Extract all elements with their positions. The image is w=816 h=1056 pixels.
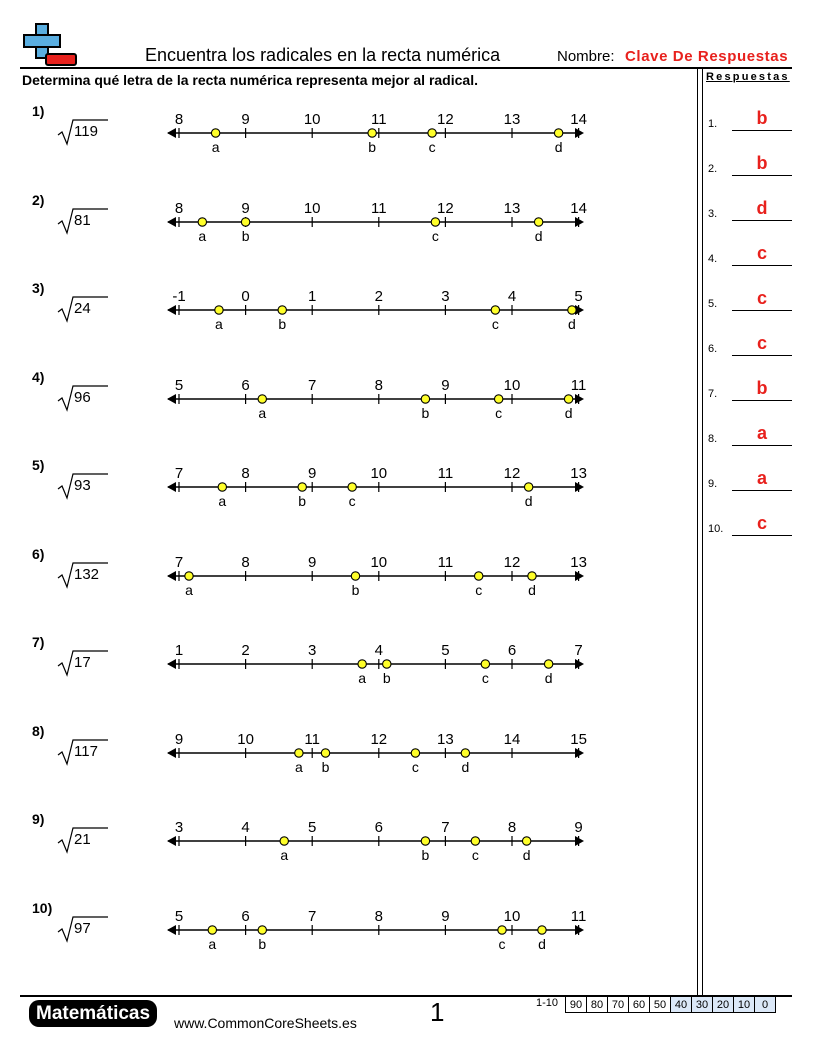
tick-label: 11 <box>570 376 587 394</box>
problem-number: 1) <box>32 103 45 119</box>
answer-number: 3. <box>708 208 718 220</box>
tick-label: 9 <box>174 730 184 748</box>
point-marker <box>421 394 429 402</box>
radicand: 21 <box>74 831 91 848</box>
tick-label: 3 <box>308 642 317 659</box>
answer-column-divider <box>702 67 703 996</box>
point-letter: a <box>280 847 289 863</box>
answer-item <box>708 110 798 132</box>
point-letter: d <box>534 227 543 244</box>
point-marker <box>522 837 530 845</box>
point-marker <box>475 571 483 579</box>
arrow-right-icon <box>575 128 584 138</box>
point-marker <box>278 306 286 314</box>
point-marker <box>258 394 266 402</box>
point-marker <box>351 571 359 579</box>
tick-label: 12 <box>370 730 388 748</box>
answer-number: 6. <box>708 343 718 355</box>
point-letter: d <box>461 758 470 775</box>
arrow-left-icon <box>167 836 176 846</box>
point-marker <box>241 217 249 225</box>
problem-number: 6) <box>32 545 45 562</box>
tick-label: 5 <box>174 907 184 925</box>
number-line <box>132 811 582 873</box>
tick-label: 6 <box>241 907 250 925</box>
point-marker <box>348 483 356 491</box>
answer-line <box>732 535 792 536</box>
tick-label: 7 <box>308 907 317 925</box>
point-letter: b <box>298 493 307 509</box>
score-table <box>565 996 776 1013</box>
tick-label: 13 <box>503 199 521 217</box>
radicand: 117 <box>74 742 98 760</box>
answer-value: b <box>756 378 768 398</box>
answer-item <box>708 290 798 312</box>
point-letter: d <box>522 847 531 863</box>
answer-line <box>732 175 792 176</box>
problem-number: 10) <box>32 899 53 916</box>
tick-label: 9 <box>441 376 450 394</box>
tick-label: 13 <box>437 730 454 748</box>
point-marker <box>534 217 542 225</box>
point-letter: a <box>185 581 193 598</box>
point-marker <box>218 483 226 491</box>
number-line <box>132 546 587 608</box>
arrow-left-icon <box>167 394 176 404</box>
tick-label: 5 <box>174 376 184 394</box>
header-divider <box>20 67 792 69</box>
tick-label: 3 <box>441 288 450 305</box>
problem <box>22 368 587 449</box>
point-marker <box>358 660 366 668</box>
point-marker <box>383 660 391 668</box>
point-letter: c <box>348 493 356 509</box>
tick-label: 4 <box>374 642 383 659</box>
arrow-left-icon <box>167 482 176 492</box>
tick-label: 11 <box>304 730 320 748</box>
problem <box>22 899 587 980</box>
tick-label: 12 <box>437 199 454 217</box>
answer-value: c <box>756 288 767 308</box>
radicand: 119 <box>74 123 98 140</box>
point-letter: a <box>198 227 207 244</box>
tick-label: 0 <box>241 288 250 305</box>
answer-value: a <box>756 423 767 443</box>
answer-line <box>732 220 792 221</box>
tick-label: 9 <box>441 907 450 925</box>
answer-item <box>708 335 798 357</box>
score-cell: 60 <box>629 997 650 1013</box>
tick-label: 11 <box>371 199 387 217</box>
answer-line <box>732 400 792 401</box>
point-marker <box>428 129 436 137</box>
point-letter: a <box>208 935 217 952</box>
arrow-left-icon <box>167 748 176 758</box>
tick-label: 8 <box>374 907 383 925</box>
point-letter: b <box>351 581 360 598</box>
point-letter: c <box>411 758 419 775</box>
answer-value: c <box>756 243 767 263</box>
answer-value: a <box>756 468 767 488</box>
point-letter: b <box>421 847 430 863</box>
arrow-left-icon <box>167 305 176 315</box>
point-marker <box>491 306 499 314</box>
point-marker <box>298 483 306 491</box>
tick-label: 6 <box>507 642 517 659</box>
tick-label: 8 <box>174 111 184 128</box>
tick-label: 12 <box>437 111 454 128</box>
problem <box>22 103 587 183</box>
tick-label: 10 <box>237 730 254 748</box>
answer-line <box>732 130 792 131</box>
arrow-left-icon <box>167 571 176 581</box>
tick-label: 11 <box>371 111 387 128</box>
answer-value: b <box>756 153 768 173</box>
point-letter: b <box>382 670 391 686</box>
score-cell: 0 <box>755 997 776 1013</box>
point-marker <box>280 837 288 845</box>
answer-number: 8. <box>708 433 718 445</box>
point-letter: b <box>241 227 250 244</box>
answer-number: 2. <box>708 163 718 175</box>
tick-label: 11 <box>570 907 587 925</box>
problem-number: 5) <box>32 457 45 473</box>
answer-item <box>708 245 798 267</box>
point-marker <box>295 748 303 756</box>
answer-line <box>732 355 792 356</box>
tick-label: 2 <box>241 642 250 659</box>
tick-label: 9 <box>241 111 250 128</box>
answer-item <box>708 200 798 222</box>
point-marker <box>498 925 506 933</box>
tick-label: 15 <box>570 730 587 748</box>
tick-label: 3 <box>174 819 184 836</box>
problem <box>22 457 587 537</box>
problem-number: 4) <box>32 368 45 385</box>
tick-label: 9 <box>241 199 250 217</box>
tick-label: 8 <box>241 553 250 571</box>
point-letter: a <box>218 493 227 509</box>
tick-label: 1 <box>174 642 184 659</box>
point-marker <box>564 394 572 402</box>
arrow-left-icon <box>167 128 176 138</box>
tick-label: 8 <box>374 376 383 394</box>
point-marker <box>544 660 552 668</box>
radicand: 17 <box>74 654 91 671</box>
problem <box>22 722 587 803</box>
answer-line <box>732 490 792 491</box>
number-line <box>132 192 587 254</box>
point-marker <box>198 217 206 225</box>
tick-label: 11 <box>437 465 454 482</box>
answer-value: c <box>756 333 767 353</box>
point-letter: a <box>258 404 267 421</box>
radicand: 96 <box>74 388 91 406</box>
tick-label: 10 <box>370 553 388 571</box>
tick-label: -1 <box>172 288 186 305</box>
answer-value: b <box>756 108 768 128</box>
point-marker <box>411 748 419 756</box>
answer-line <box>732 265 792 266</box>
point-letter: d <box>564 404 573 421</box>
problem <box>22 634 582 714</box>
tick-label: 7 <box>441 819 450 836</box>
tick-label: 2 <box>374 288 383 305</box>
tick-label: 13 <box>570 465 587 482</box>
answer-value: c <box>756 513 767 533</box>
instructions: Determina qué letra de la recta numérica representa mejor al radical. <box>22 72 478 88</box>
point-letter: a <box>215 316 223 332</box>
tick-label: 9 <box>308 465 317 482</box>
tick-label: 10 <box>303 111 321 128</box>
radicand: 24 <box>74 300 91 317</box>
arrow-right-icon <box>575 571 584 581</box>
tick-label: 8 <box>174 199 184 217</box>
score-cell: 80 <box>587 997 608 1013</box>
point-letter: b <box>421 404 430 421</box>
point-letter: c <box>471 847 479 863</box>
point-letter: d <box>538 935 546 952</box>
point-marker <box>185 571 193 579</box>
radicand: 132 <box>74 565 100 583</box>
problem <box>22 811 582 891</box>
arrow-left-icon <box>167 925 176 935</box>
problem-number: 7) <box>32 634 45 650</box>
brand-badge: Matemáticas <box>29 1000 157 1027</box>
point-letter: b <box>278 316 287 332</box>
point-marker <box>321 748 329 756</box>
tick-label: 5 <box>441 642 450 659</box>
site-url: www.CommonCoreSheets.es <box>174 1015 357 1031</box>
point-letter: b <box>368 139 377 155</box>
point-letter: b <box>258 935 267 952</box>
point-marker <box>568 306 576 314</box>
point-letter: d <box>568 316 576 332</box>
score-range: 1-10 <box>536 997 559 1009</box>
tick-label: 10 <box>303 199 321 217</box>
tick-label: 10 <box>503 907 521 925</box>
tick-label: 13 <box>503 111 521 128</box>
problem-number: 2) <box>32 191 45 208</box>
point-letter: d <box>554 139 563 155</box>
point-marker <box>471 837 479 845</box>
point-marker <box>208 925 216 933</box>
number-line <box>132 900 587 962</box>
number-line <box>132 723 587 785</box>
point-letter: c <box>491 316 499 332</box>
point-letter: c <box>475 581 483 598</box>
arrow-left-icon <box>167 659 176 669</box>
tick-label: 4 <box>241 819 250 836</box>
number-line <box>132 103 587 165</box>
point-marker <box>554 129 562 137</box>
tick-label: 7 <box>574 642 583 659</box>
answer-column-divider <box>697 67 698 996</box>
answer-number: 5. <box>708 298 718 310</box>
number-line <box>132 634 582 696</box>
answer-item <box>708 470 798 492</box>
tick-label: 10 <box>370 465 388 482</box>
tick-label: 9 <box>308 553 317 571</box>
score-cell: 20 <box>713 997 734 1013</box>
point-marker <box>211 129 219 137</box>
point-marker <box>368 129 376 137</box>
tick-label: 12 <box>503 465 521 482</box>
number-line <box>132 280 582 342</box>
tick-label: 14 <box>570 111 587 128</box>
tick-label: 4 <box>507 288 517 305</box>
point-letter: c <box>481 670 489 686</box>
arrow-right-icon <box>575 394 584 404</box>
tick-label: 12 <box>503 553 521 571</box>
answer-value: d <box>756 198 768 218</box>
arrow-right-icon <box>575 482 584 492</box>
answer-number: 1. <box>708 118 718 130</box>
point-letter: c <box>495 404 503 421</box>
point-letter: c <box>498 935 506 952</box>
tick-label: 6 <box>374 819 383 836</box>
score-cell: 40 <box>671 997 692 1013</box>
tick-label: 11 <box>437 553 454 571</box>
logo-icon <box>22 24 78 66</box>
tick-label: 9 <box>574 819 583 836</box>
score-cell: 70 <box>608 997 629 1013</box>
page-title: Encuentra los radicales en la recta numérica <box>145 45 501 65</box>
name-label: Nombre: <box>557 48 615 65</box>
problem-number: 9) <box>32 811 45 827</box>
point-letter: c <box>428 139 436 155</box>
radicand: 97 <box>74 919 91 937</box>
arrow-right-icon <box>575 748 584 758</box>
point-marker <box>524 483 532 491</box>
point-marker <box>538 925 546 933</box>
answer-line <box>732 310 792 311</box>
point-marker <box>215 306 223 314</box>
answer-number: 4. <box>708 253 718 265</box>
tick-label: 8 <box>241 465 250 482</box>
problem <box>22 545 587 626</box>
answer-number: 7. <box>708 388 718 400</box>
answer-number: 10. <box>708 523 724 535</box>
tick-label: 1 <box>308 288 317 305</box>
point-letter: a <box>358 670 367 686</box>
answer-item <box>708 380 798 402</box>
tick-label: 5 <box>574 288 583 305</box>
point-letter: b <box>321 758 330 775</box>
score-cell: 10 <box>734 997 755 1013</box>
answer-item <box>708 515 798 537</box>
point-letter: d <box>544 670 553 686</box>
score-cell: 90 <box>566 997 587 1013</box>
point-letter: a <box>294 758 303 775</box>
number-line <box>132 369 587 431</box>
arrow-left-icon <box>167 217 176 227</box>
point-marker <box>431 217 439 225</box>
tick-label: 13 <box>570 553 587 571</box>
tick-label: 7 <box>174 465 184 482</box>
point-marker <box>528 571 536 579</box>
tick-label: 8 <box>507 819 517 836</box>
arrow-right-icon <box>575 217 584 227</box>
tick-label: 10 <box>503 376 521 394</box>
arrow-right-icon <box>575 925 584 935</box>
answer-item <box>708 425 798 447</box>
problem-number: 8) <box>32 722 45 739</box>
answer-item <box>708 155 798 177</box>
answers-title: Respuestas <box>706 71 790 83</box>
point-marker <box>461 748 469 756</box>
tick-label: 14 <box>503 730 521 748</box>
tick-label: 6 <box>241 376 250 394</box>
number-line <box>132 457 587 519</box>
problem <box>22 280 582 360</box>
tick-label: 14 <box>570 199 587 217</box>
arrow-right-icon <box>575 659 584 669</box>
problem <box>22 191 587 272</box>
score-cell: 30 <box>692 997 713 1013</box>
tick-label: 7 <box>308 376 317 394</box>
point-marker <box>481 660 489 668</box>
tick-label: 5 <box>308 819 317 836</box>
point-letter: a <box>211 139 220 155</box>
point-marker <box>494 394 502 402</box>
point-letter: c <box>431 227 439 244</box>
tick-label: 7 <box>174 553 184 571</box>
answer-number: 9. <box>708 478 718 490</box>
answer-line <box>732 445 792 446</box>
score-cell: 50 <box>650 997 671 1013</box>
point-marker <box>258 925 266 933</box>
point-letter: d <box>524 493 533 509</box>
problem-number: 3) <box>32 280 45 296</box>
radicand: 93 <box>74 477 91 494</box>
point-marker <box>421 837 429 845</box>
point-letter: d <box>528 581 536 598</box>
page-number: 1 <box>430 997 445 1027</box>
arrow-right-icon <box>575 836 584 846</box>
radicand: 81 <box>74 211 91 229</box>
name-value: Clave De Respuestas <box>625 48 789 65</box>
